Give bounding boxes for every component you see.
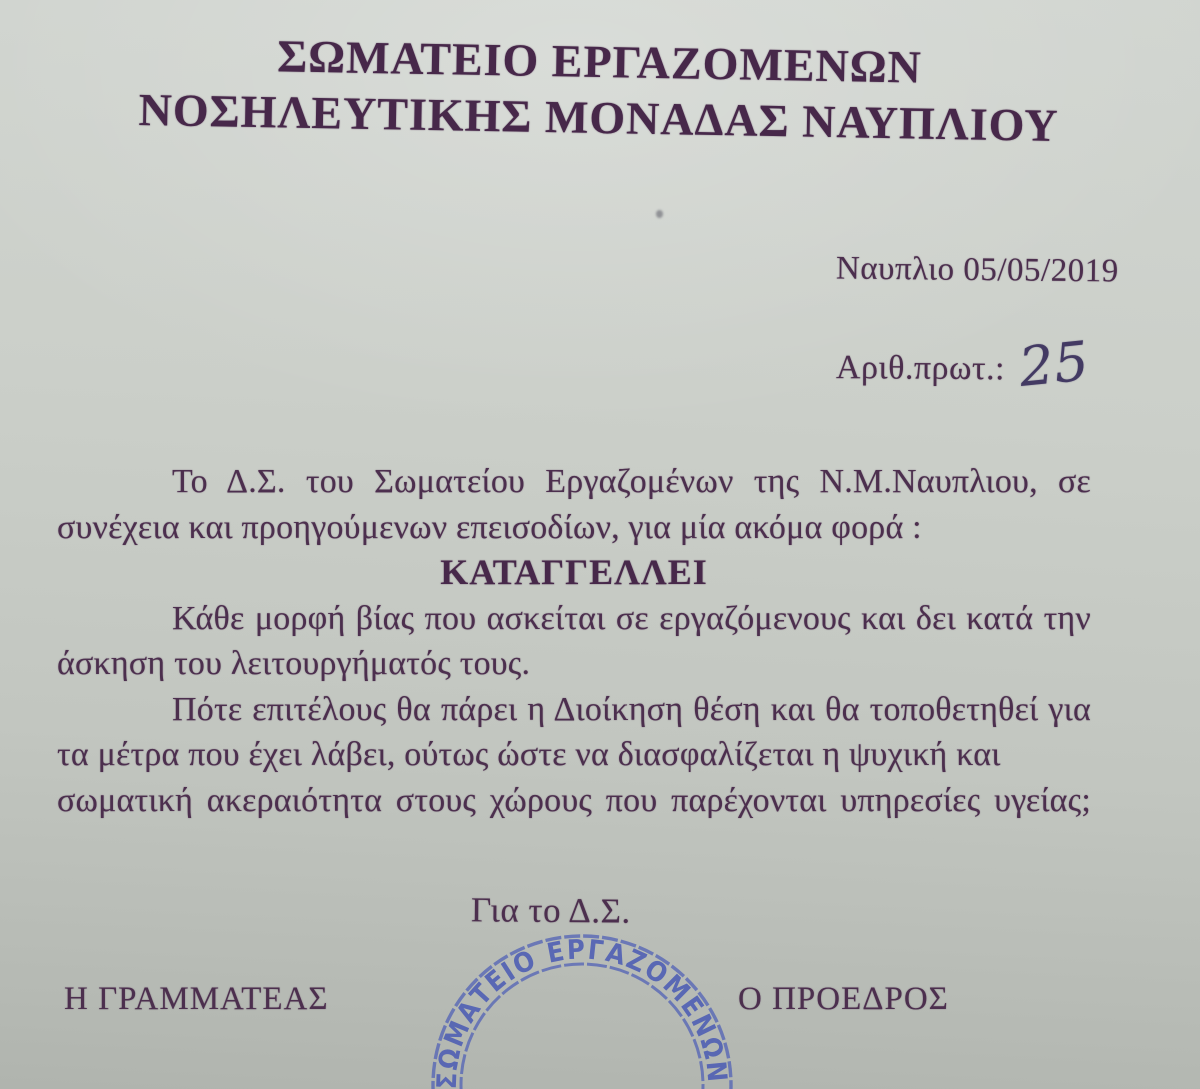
denounces-heading: ΚΑΤΑΓΓΕΛΛΕΙ bbox=[440, 552, 708, 592]
secretary-signature-label: Η ΓΡΑΜΜΑΤΕΑΣ bbox=[64, 981, 329, 1017]
protocol-number-handwritten: 25 bbox=[1016, 329, 1092, 399]
union-round-stamp bbox=[424, 929, 740, 1089]
protocol-line bbox=[835, 329, 1092, 399]
place-and-date: Ναυπλιο 05/05/2019 bbox=[835, 250, 1119, 290]
organization-name-line1: ΣΩΜΑΤΕΙΟ ΕΡΓΑΖΟΜΕΝΩΝ bbox=[276, 30, 923, 93]
president-signature-label: Ο ΠΡΟΕΔΡΟΣ bbox=[738, 981, 949, 1017]
stamp-curved-text: ΣΩΜΑΤΕΙΟ ΕΡΓΑΖΟΜΕΝΩΝ bbox=[431, 934, 733, 1089]
paragraph1-line1: Το Δ.Σ. του Σωματείου Εργαζομένων της Ν.Μ.Ναυπλιου, σε bbox=[172, 463, 1091, 500]
protocol-label: Αριθ.πρωτ.: bbox=[835, 349, 1006, 388]
paragraph2-line2: άσκηση του λειτουργήματός τους. bbox=[57, 645, 531, 682]
paragraph3-line2: τα μέτρα που έχει λάβει, ούτως ώστε να διασφαλίζεται η ψυχική και bbox=[57, 736, 1001, 773]
paragraph1-line2: συνέχεια και προηγούμενων επεισοδίων, για μία ακόμα φορά : bbox=[57, 508, 922, 546]
paper-speck bbox=[656, 210, 663, 218]
letter-body bbox=[57, 459, 1091, 823]
paragraph3-line1: Πότε επιτέλους θα πάρει η Διοίκηση θέση και θα τοποθετηθεί για bbox=[172, 690, 1091, 728]
paragraph2-line1: Κάθε μορφή βίας που ασκείται σε εργαζόμενους και δει κατά την bbox=[172, 599, 1091, 637]
organization-name-line2: ΝΟΣΗΛΕΥΤΙΚΗΣ ΜΟΝΑΔΑΣ ΝΑΥΠΛΙΟΥ bbox=[138, 83, 1059, 152]
paragraph3-line3: σωματική ακεραιότητα στους χώρους που παρέχονται υπηρεσίες υγείας; bbox=[57, 781, 1091, 819]
stamp-curved-text-holder bbox=[432, 934, 733, 1089]
for-the-board-label: Για το Δ.Σ. bbox=[470, 890, 631, 931]
letterhead bbox=[0, 24, 1200, 157]
